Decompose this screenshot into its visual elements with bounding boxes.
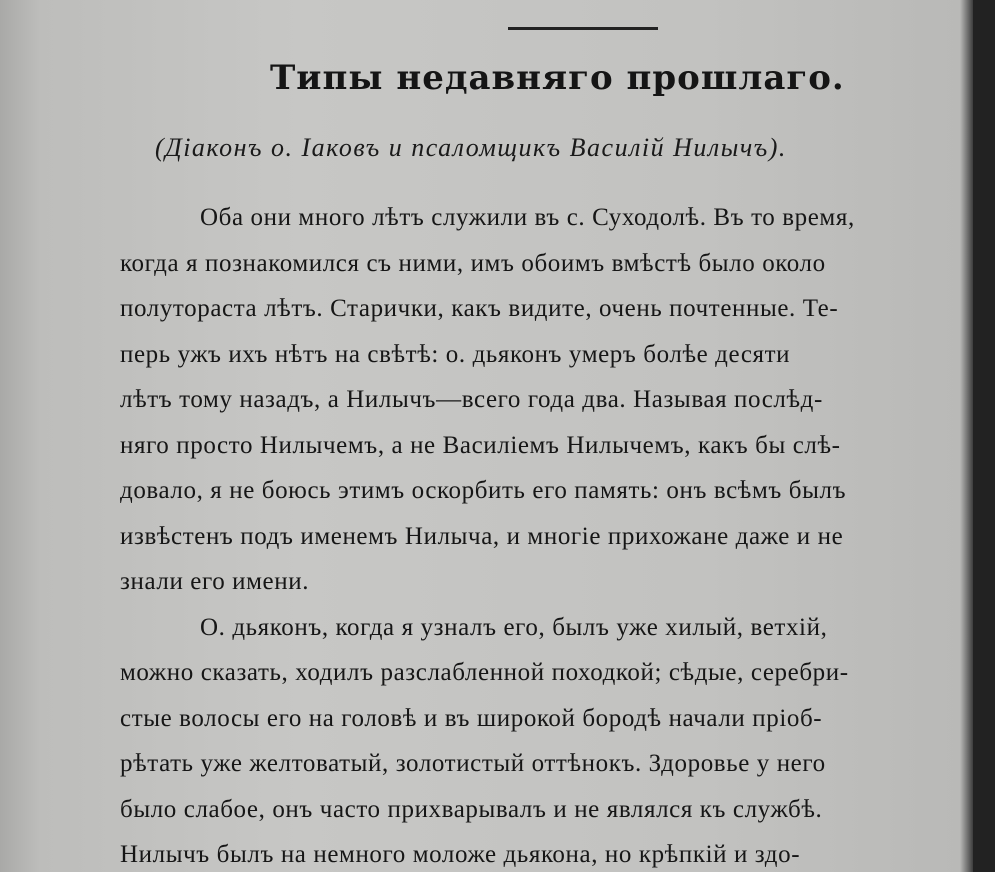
text-line: было слабое, онъ часто прихварывалъ и не являлся къ службѣ.	[120, 795, 823, 823]
article-subtitle: (Діаконъ о. Іаковъ и псаломщикъ Василій Нилычъ).	[155, 133, 787, 162]
text-line: стые волосы его на головѣ и въ широкой бородѣ начали пріоб-	[120, 704, 823, 732]
text-line: рѣтать уже желтоватый, золотистый оттѣнокъ. Здоровье у него	[120, 750, 826, 777]
text-line: няго просто Нилычемъ, а не Василіемъ Нилычемъ, какъ бы слѣ-	[120, 431, 841, 459]
text-line: О. дьяконъ, когда я узналъ его, былъ уже хилый, ветхій,	[200, 613, 828, 641]
text-line: перь ужъ ихъ нѣтъ на свѣтѣ: о. дьяконъ умеръ болѣе десяти	[120, 340, 791, 368]
top-rule	[508, 27, 658, 30]
bleed-through-text	[40, 4, 47, 28]
text-line: полутораста лѣтъ. Старички, какъ видите, очень почтенные. Те-	[120, 295, 839, 322]
article-title: Типы недавняго прошлаго.	[270, 58, 845, 98]
text-line: лѣтъ тому назадъ, а Нилычъ—всего года два. Называя послѣд-	[120, 386, 823, 413]
article-body	[120, 195, 980, 872]
text-line: извѣстенъ подъ именемъ Нилыча, и многіе прихожане даже и не	[120, 522, 844, 550]
binding-edge	[973, 0, 995, 872]
text-line: можно сказать, ходилъ разслабленной походкой; сѣдые, серебри-	[120, 659, 849, 686]
text-line: когда я познакомился съ ними, имъ обоимъ вмѣстѣ было около	[120, 249, 826, 277]
text-line: знали его имени.	[120, 568, 310, 595]
text-line: Нилычъ былъ на немного моложе дьякона, но крѣпкій и здо-	[120, 841, 801, 868]
text-line: довало, я не боюсь этимъ оскорбить его память: онъ всѣмъ былъ	[120, 477, 847, 504]
text-line: Оба они много лѣтъ служили въ с. Суходолѣ. Въ то время,	[200, 204, 855, 231]
